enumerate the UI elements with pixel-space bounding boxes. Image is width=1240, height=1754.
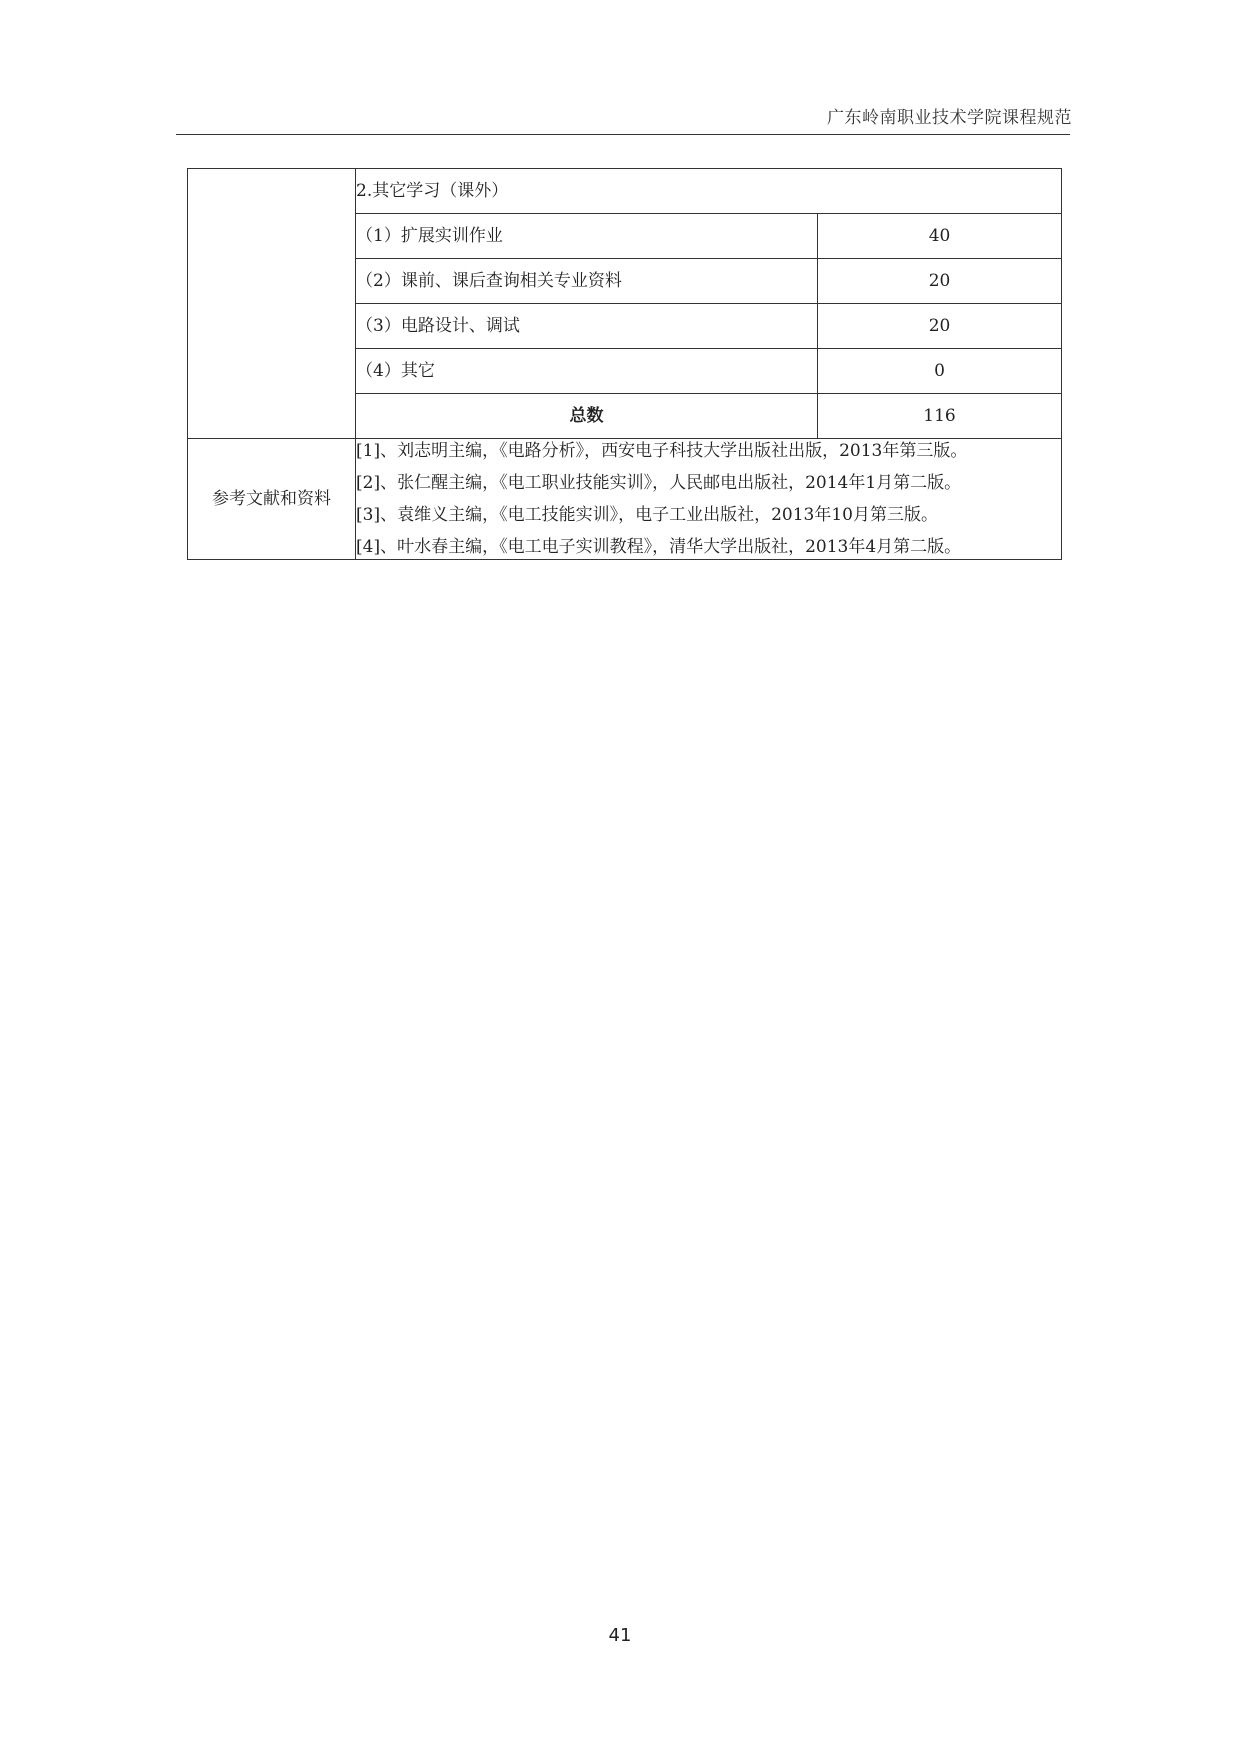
reference-item: [2]、张仁醒主编，《电工职业技能实训》，人民邮电出版社，2014年1月第二版。 <box>356 473 962 493</box>
row-label: （4）其它 <box>356 349 818 394</box>
references-list <box>356 439 1062 560</box>
empty-left-cell <box>188 169 356 439</box>
row-label: （2）课前、课后查询相关专业资料 <box>356 259 818 304</box>
total-value: 116 <box>818 394 1062 439</box>
header-divider <box>176 134 1070 135</box>
course-hours-table <box>187 168 1062 560</box>
reference-item: [1]、刘志明主编，《电路分析》，西安电子科技大学出版社出版，2013年第三版。 <box>356 441 968 461</box>
row-label: （3）电路设计、调试 <box>356 304 818 349</box>
header-title: 广东岭南职业技术学院课程规范 <box>827 108 1072 128</box>
references-label: 参考文献和资料 <box>188 439 356 560</box>
table-row-references <box>188 439 1062 560</box>
page-number: 41 <box>608 1625 632 1646</box>
total-label: 总数 <box>356 394 818 439</box>
table-row-section-heading <box>188 169 1062 214</box>
reference-item: [3]、袁维义主编，《电工技能实训》，电子工业出版社，2013年10月第三版。 <box>356 505 938 525</box>
section-heading: 2.其它学习（课外） <box>356 169 1062 214</box>
row-value: 20 <box>818 304 1062 349</box>
row-value: 0 <box>818 349 1062 394</box>
reference-item: [4]、叶水春主编，《电工电子实训教程》，清华大学出版社，2013年4月第二版。 <box>356 537 962 557</box>
row-value: 40 <box>818 214 1062 259</box>
row-label: （1）扩展实训作业 <box>356 214 818 259</box>
row-value: 20 <box>818 259 1062 304</box>
